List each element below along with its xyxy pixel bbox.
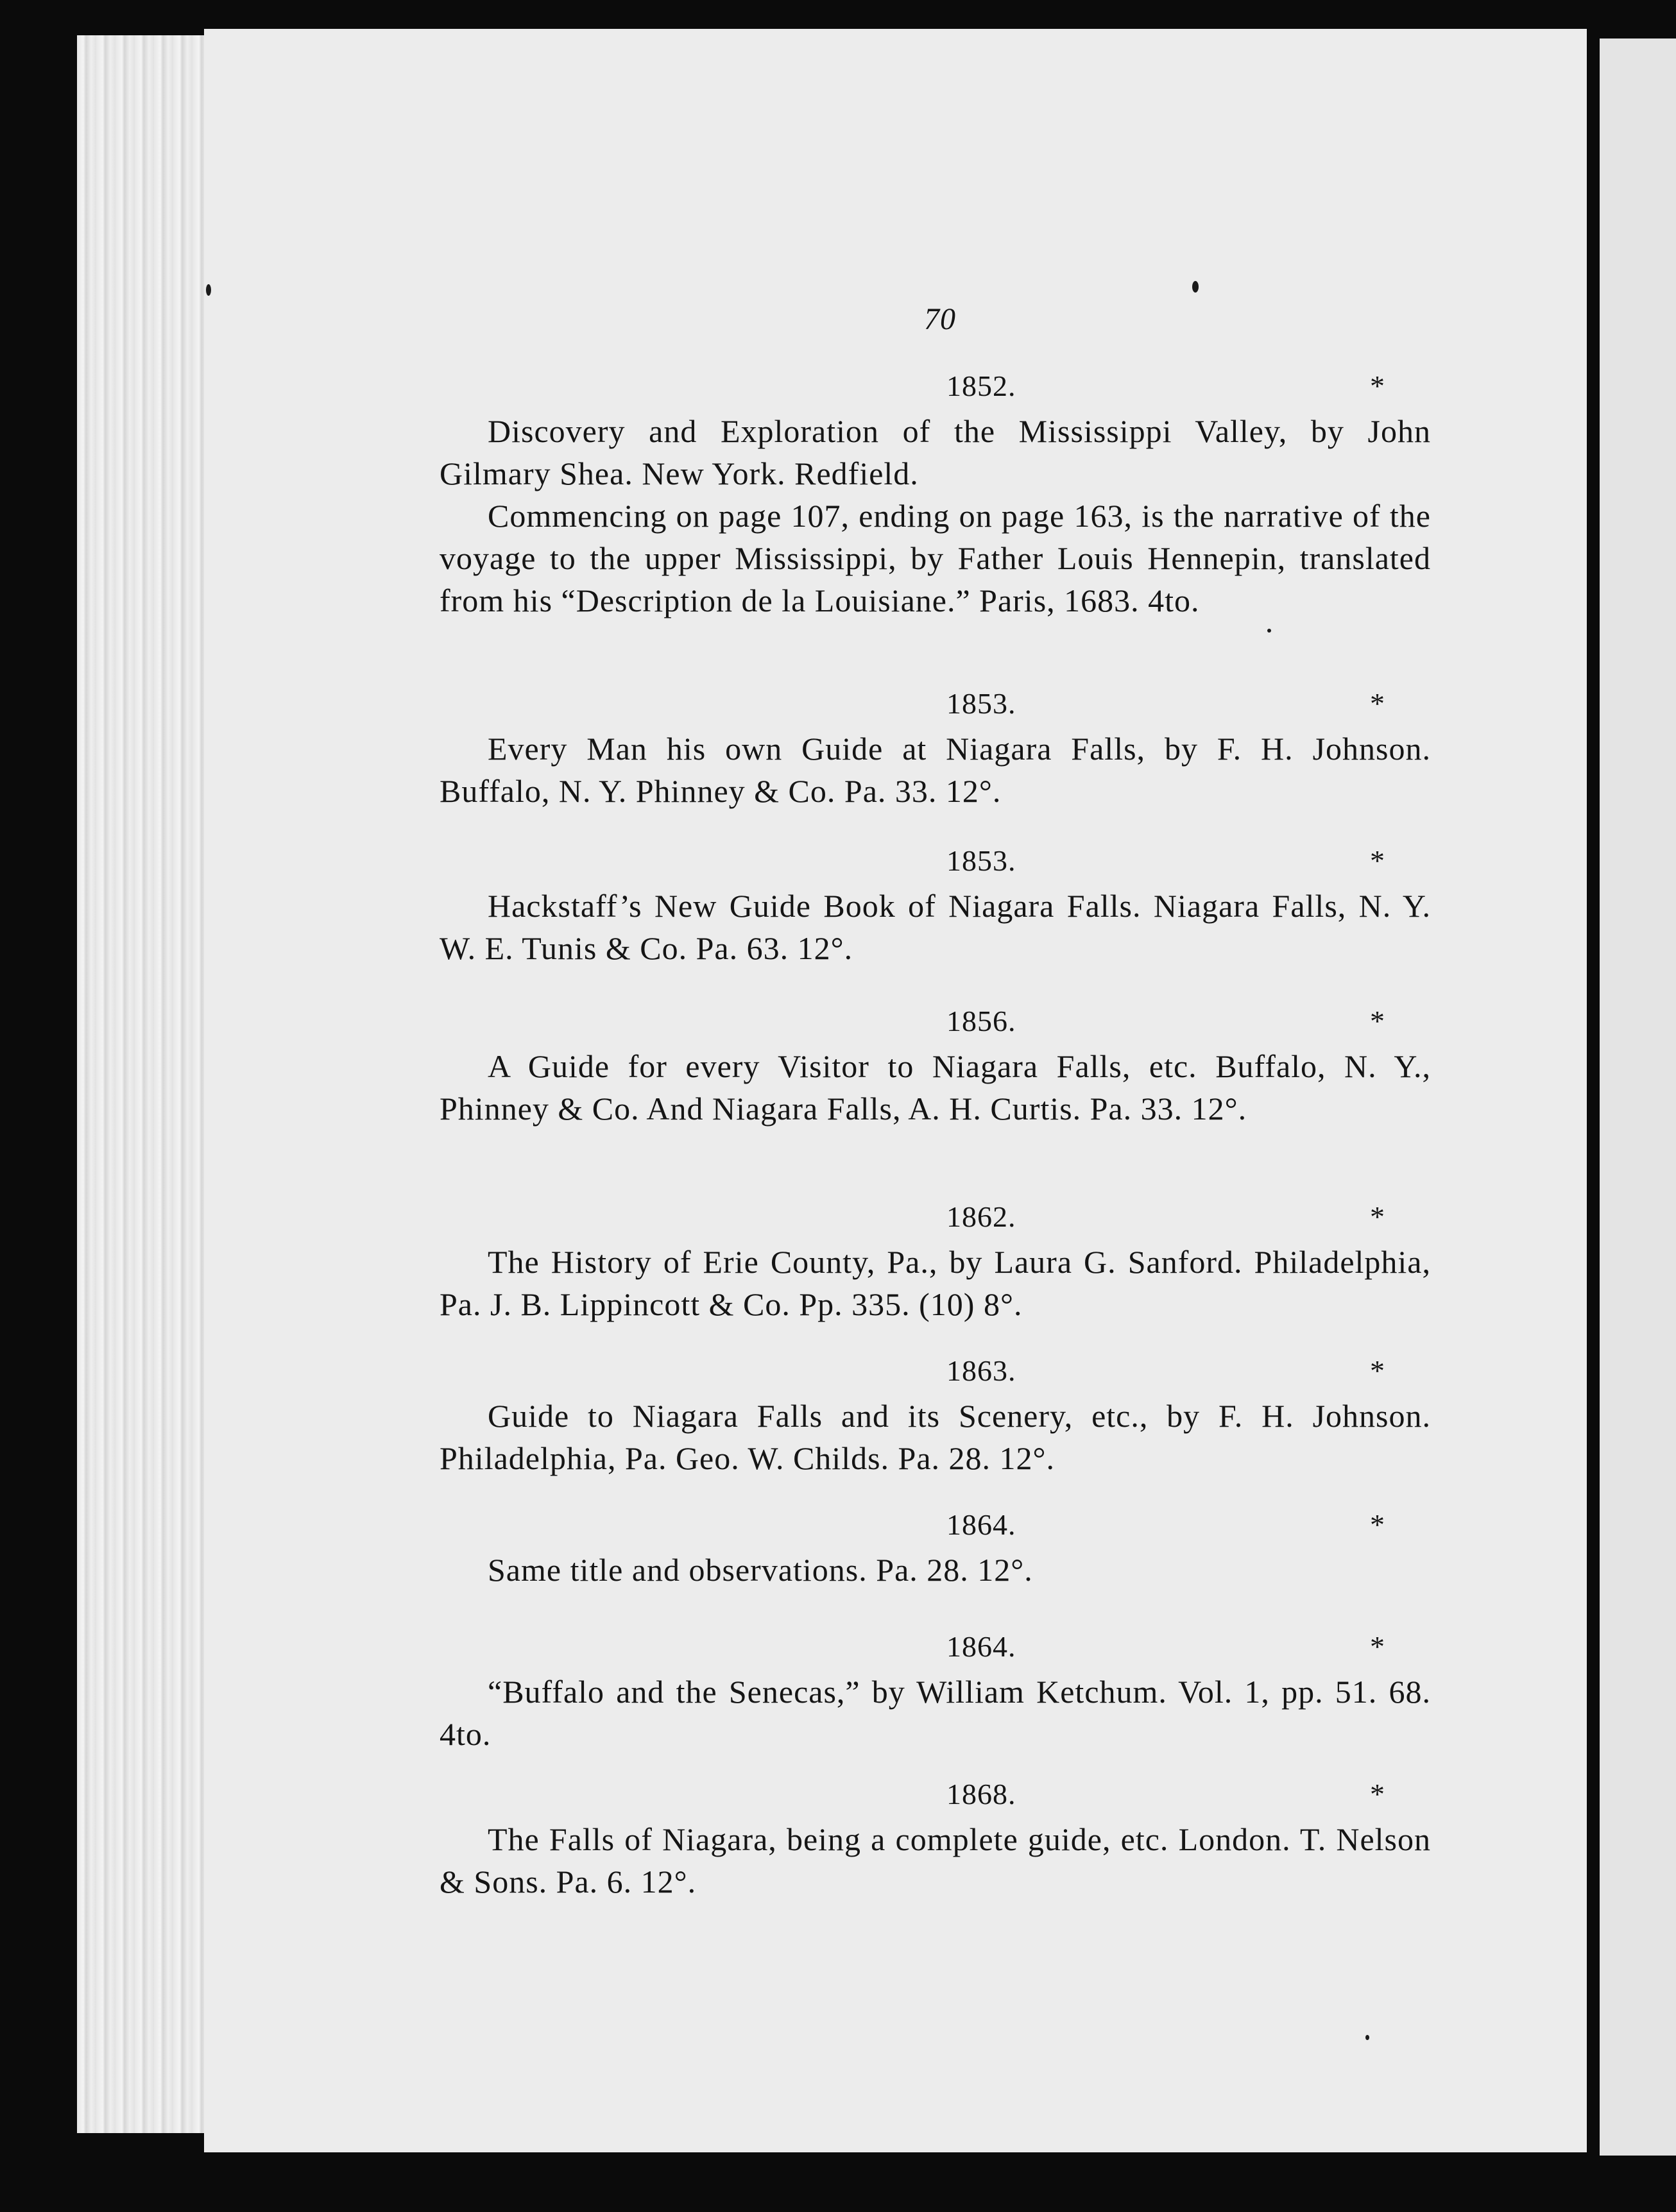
entry-paragraph: The Falls of Niagara, being a complete guide, etc. London. T. Nelson & Sons. Pa. 6. 12°.: [440, 1821, 1431, 1900]
entry-paragraph: Same title and observations. Pa. 28. 12°.: [488, 1552, 1033, 1588]
entry-paragraph: Discovery and Exploration of the Mississippi Valley, by John Gilmary Shea. New York. Redfield.: [440, 413, 1431, 491]
entry-text: [440, 1241, 1431, 1325]
entry-year: 1853.: [946, 687, 1016, 720]
scan-speck: [1365, 2035, 1369, 2040]
entry-year: 1853.: [946, 844, 1016, 877]
entry-paragraph: The History of Erie County, Pa., by Laura G. Sanford. Philadelphia, Pa. J. B. Lippincott & Co. Pp. 335. (10) 8°.: [440, 1244, 1431, 1322]
entry-year: 1856.: [946, 1005, 1016, 1037]
scan-speck: [206, 284, 211, 296]
entry-asterisk: *: [1370, 844, 1385, 877]
entry-asterisk: *: [1370, 1778, 1385, 1810]
scan-speck: [1192, 281, 1199, 293]
book-spine-edge: [77, 35, 212, 2133]
entry-asterisk: *: [1370, 1200, 1385, 1233]
entry-asterisk: *: [1370, 687, 1385, 720]
page-number: 70: [924, 302, 956, 336]
entry-paragraph: “Buffalo and the Senecas,” by William Ketchum. Vol. 1, pp. 51. 68. 4to.: [440, 1674, 1431, 1752]
entry-paragraph: Commencing on page 107, ending on page 163, is the narrative of the voyage to the upper Mississippi, by Father Louis Hennepin, translated from his “Description de la Louisiane.” Paris, 1683. 4to.: [440, 498, 1431, 618]
entry-asterisk: *: [1370, 1354, 1385, 1387]
entry-year: 1863.: [946, 1354, 1016, 1387]
entry-year: 1862.: [946, 1200, 1016, 1233]
entry-year: 1868.: [946, 1778, 1016, 1810]
entry-text: [440, 1395, 1431, 1479]
facing-page-edge: [1600, 38, 1676, 2156]
scan-speck: [1267, 629, 1271, 633]
entry-text: [440, 410, 1431, 622]
entry-asterisk: *: [1370, 370, 1385, 402]
entry-year: 1864.: [946, 1630, 1016, 1663]
entry-text: [440, 1671, 1431, 1755]
entry-paragraph: A Guide for every Visitor to Niagara Falls, etc. Buffalo, N. Y., Phinney & Co. And Niagara Falls, A. H. Curtis. Pa. 33. 12°.: [440, 1048, 1431, 1127]
entry-text: [440, 885, 1431, 969]
entry-text: [440, 1045, 1431, 1130]
entry-asterisk: *: [1370, 1005, 1385, 1037]
entry-paragraph: Every Man his own Guide at Niagara Falls, by F. H. Johnson. Buffalo, N. Y. Phinney & Co. Pa. 33. 12°.: [440, 731, 1431, 809]
page-gutter: [1587, 29, 1600, 2152]
entry-text: [440, 727, 1431, 812]
entry-asterisk: *: [1370, 1630, 1385, 1663]
entry-year: 1852.: [946, 370, 1016, 402]
entry-asterisk: *: [1370, 1508, 1385, 1541]
entry-paragraph: Hackstaff’s New Guide Book of Niagara Falls. Niagara Falls, N. Y. W. E. Tunis & Co. Pa. 63. 12°.: [440, 888, 1431, 966]
entry-text: [440, 1549, 1431, 1591]
entry-paragraph: Guide to Niagara Falls and its Scenery, etc., by F. H. Johnson. Philadelphia, Pa. Geo. W. Childs. Pa. 28. 12°.: [440, 1398, 1431, 1476]
entry-year: 1864.: [946, 1508, 1016, 1541]
entry-text: [440, 1818, 1431, 1903]
